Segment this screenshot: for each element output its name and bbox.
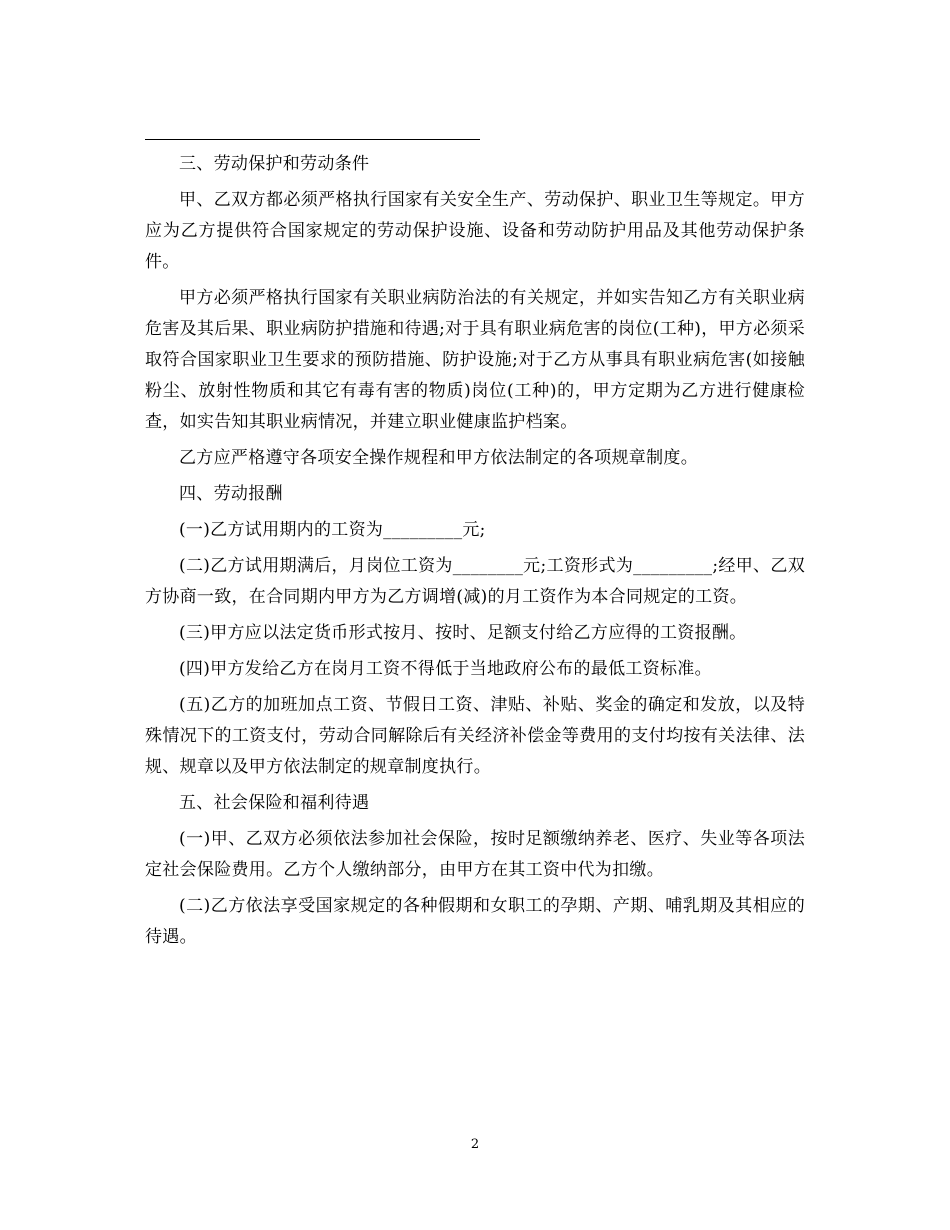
section-heading-3: 三、劳动保护和劳动条件 — [179, 154, 370, 174]
clause-item: (二)乙方依法享受国家规定的各种假期和女职工的孕期、产期、哺乳期及其相应的待遇。 — [145, 896, 805, 947]
clause-item: (四)甲方发给乙方在岗月工资不得低于当地政府公布的最低工资标准。 — [179, 659, 712, 679]
clause-item: (五)乙方的加班加点工资、节假日工资、津贴、补贴、奖金的确定和发放，以及特殊情况下的工资支付，劳动合同解除后有关经济补偿金等费用的支付均按有关法律、法规、规章以及甲方依法制定的规章制度执行。 — [145, 695, 805, 777]
paragraph: 甲、乙双方都必须严格执行国家有关安全生产、劳动保护、职业卫生等规定。甲方应为乙方提供符合国家规定的劳动保护设施、设备和劳动防护用品及其他劳动保护条件。 — [145, 190, 805, 272]
section-heading-4: 四、劳动报酬 — [179, 484, 283, 504]
clause-item: (一)乙方试用期内的工资为_________元; — [179, 520, 486, 540]
clause-item: (二)乙方试用期满后，月岗位工资为________元;工资形式为_________;经甲、乙双方协商一致，在合同期内甲方为乙方调增(减)的月工资作为本合同规定的工资。 — [145, 556, 805, 607]
clause-item: (三)甲方应以法定货币形式按月、按时、足额支付给乙方应得的工资报酬。 — [179, 623, 747, 643]
document-body — [145, 149, 805, 958]
page-number: 2 — [470, 1137, 480, 1152]
header-rule — [145, 139, 480, 140]
clause-item: (一)甲、乙双方必须依法参加社会保险，按时足额缴纳养老、医疗、失业等各项法定社会保险费用。乙方个人缴纳部分，由甲方在其工资中代为扣缴。 — [145, 829, 805, 880]
section-heading-5: 五、社会保险和福利待遇 — [179, 793, 370, 813]
paragraph: 甲方必须严格执行国家有关职业病防治法的有关规定，并如实告知乙方有关职业病危害及其后果、职业病防护措施和待遇;对于具有职业病危害的岗位(工种)，甲方必须采取符合国家职业卫生要求的预防措施、防护设施;对于乙方从事具有职业病危害(如接触粉尘、放射性物质和其它有毒有害的物质)岗位(工种)的，甲方定期为乙方进行健康检查，如实告知其职业病情况，并建立职业健康监护档案。 — [145, 288, 805, 432]
paragraph: 乙方应严格遵守各项安全操作规程和甲方依法制定的各项规章制度。 — [179, 448, 698, 468]
